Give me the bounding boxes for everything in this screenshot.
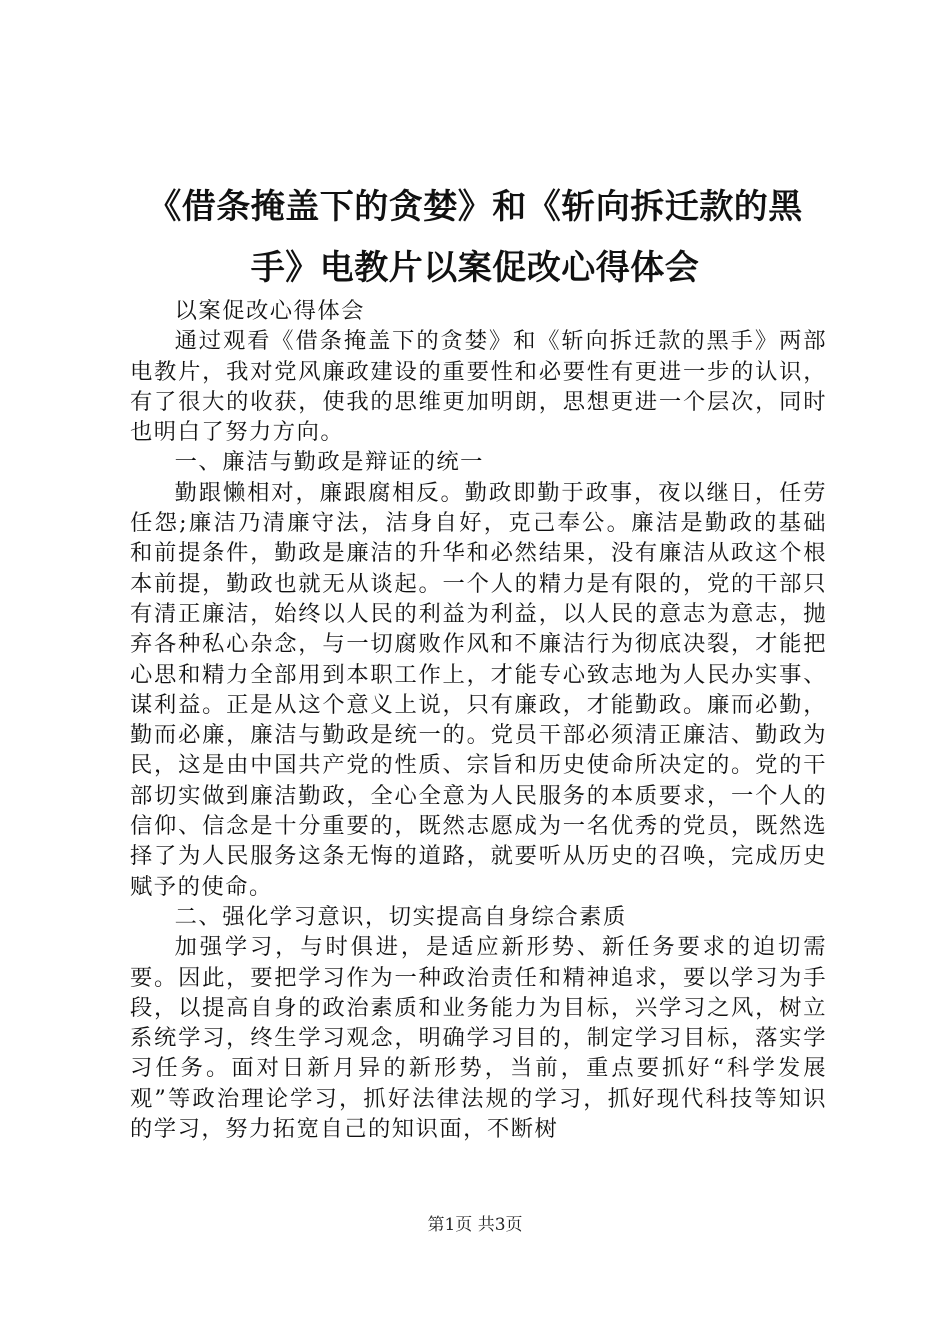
paragraph-intro: 通过观看《借条掩盖下的贪婪》和《斩向拆迁款的黑手》两部电教片，我对党风廉政建设的重要性和必要性有更进一步的认识，有了很大的收获，使我的思维更加明朗，思想更进一个层次，同时也明白了努力方向。 (130, 328, 827, 446)
section-heading-1: 一、廉洁与勤政是辩证的统一 (174, 449, 484, 476)
document-subtitle: 以案促改心得体会 (174, 298, 365, 324)
document-title-line-1: 《借条掩盖下的贪婪》和《斩向拆迁款的黑 (147, 187, 803, 227)
document-title-line-2: 手》电教片以案促改心得体会 (250, 248, 700, 288)
document-body (130, 296, 827, 1144)
page-footer: 第1页 共3页 (427, 1215, 523, 1235)
section-heading-2: 二、强化学习意识，切实提高自身综合素质 (174, 903, 627, 930)
paragraph-section-2: 加强学习，与时俱进，是适应新形势、新任务要求的迫切需要。因此，要把学习作为一种政治责任和精神追求，要以学习为手段，以提高自身的政治素质和业务能力为目标，兴学习之风，树立系统学习，终生学习观念，明确学习目的，制定学习目标，落实学习任务。面对日新月异的新形势，当前，重点要抓好“科学发展观”等政治理论学习，抓好法律法规的学习，抓好现代科技等知识的学习，努力拓宽自己的知识面，不断树 (130, 934, 827, 1143)
paragraph-section-1: 勤跟懒相对，廉跟腐相反。勤政即勤于政事，夜以继日，任劳任怨;廉洁乃清廉守法，洁身自好，克己奉公。廉洁是勤政的基础和前提条件，勤政是廉洁的升华和必然结果，没有廉洁从政这个根本前提，勤政也就无从谈起。一个人的精力是有限的，党的干部只有清正廉洁，始终以人民的利益为利益，以人民的意志为意志，抛弃各种私心杂念，与一切腐败作风和不廉洁行为彻底决裂，才能把心思和精力全部用到本职工作上，才能专心致志地为人民办实事、谋利益。正是从这个意义上说，只有廉政，才能勤政。廉而必勤，勤而必廉，廉洁与勤政是统一的。党员干部必须清正廉洁、勤政为民，这是由中国共产党的性质、宗旨和历史使命所决定的。党的干部切实做到廉洁勤政，全心全意为人民服务的本质要求，一个人的信仰、信念是十分重要的，既然志愿成为一名优秀的党员，既然选择了为人民服务这条无悔的道路，就要听从历史的召唤，完成历史赋予的使命。 (130, 479, 827, 900)
